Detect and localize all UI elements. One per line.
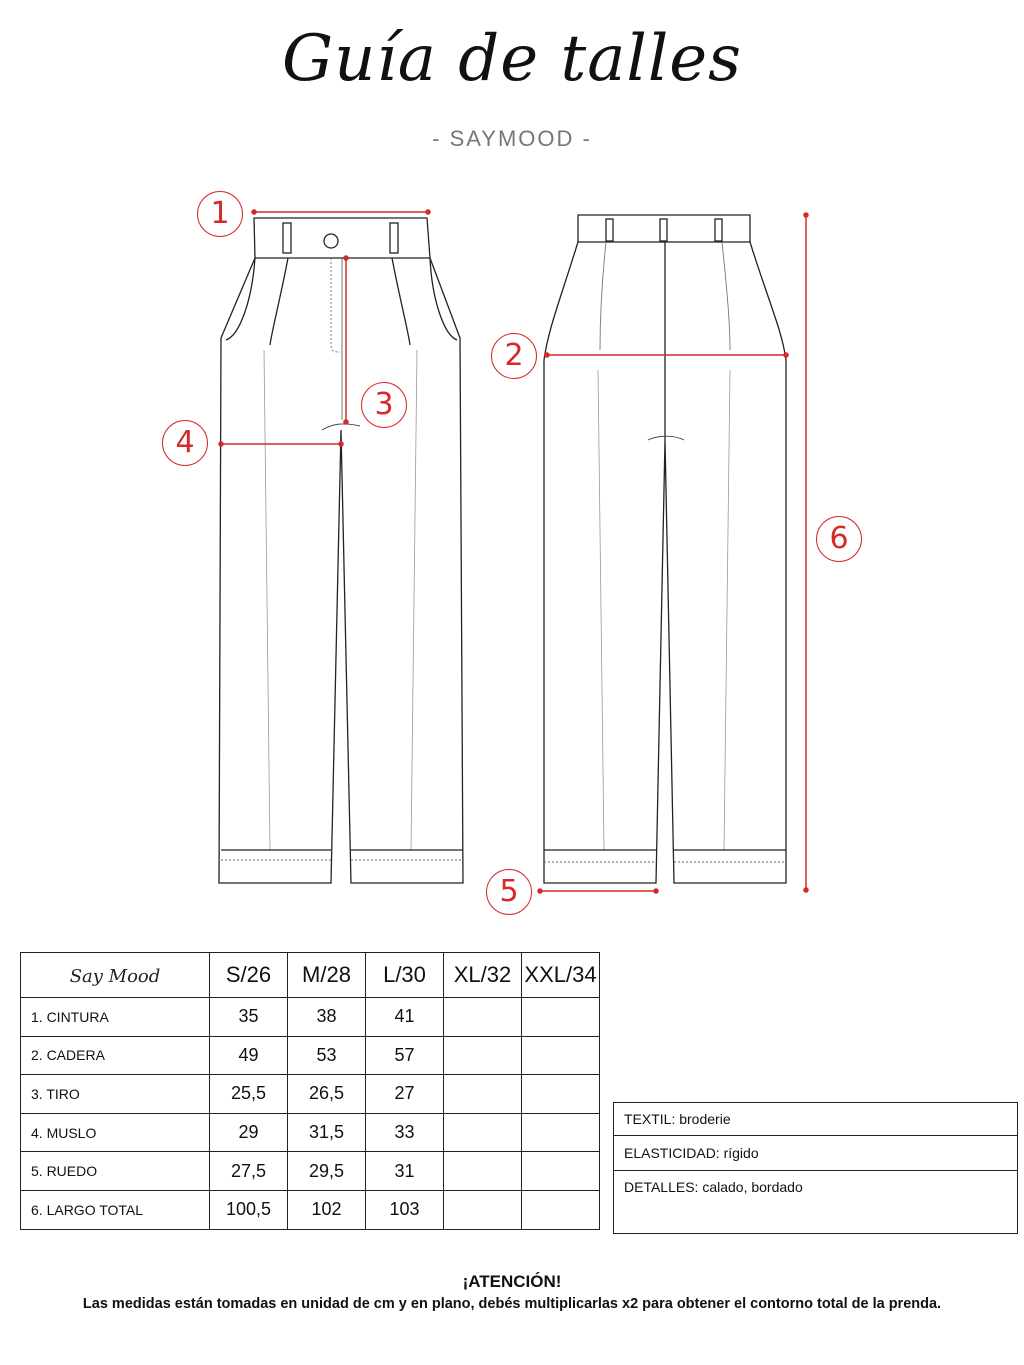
table-cell (444, 1075, 522, 1114)
marker-2: 2 (491, 333, 537, 379)
table-cell: 57 (366, 1036, 444, 1075)
table-cell: 35 (210, 998, 288, 1037)
size-header: XL/32 (444, 953, 522, 998)
measurement-lines (219, 210, 808, 893)
table-cell (522, 1190, 600, 1229)
size-header: L/30 (366, 953, 444, 998)
size-table-header (21, 953, 600, 998)
table-cell: 100,5 (210, 1190, 288, 1229)
row-label: 6. LARGO TOTAL (21, 1190, 210, 1229)
table-cell: 29,5 (288, 1152, 366, 1191)
elasticidad-info: ELASTICIDAD: rígido (614, 1136, 1018, 1171)
row-label: 3. TIRO (21, 1075, 210, 1114)
brand-subtitle: - SAYMOOD - (432, 126, 592, 151)
table-cell: 27,5 (210, 1152, 288, 1191)
table-cell: 41 (366, 998, 444, 1037)
pants-back-drawing (544, 215, 786, 883)
table-cell: 53 (288, 1036, 366, 1075)
fabric-info-table (613, 1102, 1018, 1234)
pants-front-drawing (219, 218, 463, 883)
marker-5: 5 (486, 869, 532, 915)
table-row (21, 1113, 600, 1152)
table-cell: 26,5 (288, 1075, 366, 1114)
table-cell (444, 1036, 522, 1075)
page-title: Guía de talles (281, 22, 743, 96)
table-cell (444, 1113, 522, 1152)
table-cell (444, 998, 522, 1037)
table-cell: 102 (288, 1190, 366, 1229)
table-cell: 31 (366, 1152, 444, 1191)
size-header: XXL/34 (522, 953, 600, 998)
table-cell: 27 (366, 1075, 444, 1114)
notice-title: ¡ATENCIÓN! (462, 1272, 562, 1291)
table-cell: 31,5 (288, 1113, 366, 1152)
table-cell (522, 1075, 600, 1114)
table-cell (444, 1152, 522, 1191)
size-header: S/26 (210, 953, 288, 998)
row-label: 2. CADERA (21, 1036, 210, 1075)
table-row (21, 1152, 600, 1191)
table-cell (522, 1152, 600, 1191)
table-row (21, 1075, 600, 1114)
marker-6: 6 (816, 516, 862, 562)
table-row (21, 998, 600, 1037)
marker-3: 3 (361, 382, 407, 428)
row-label: 5. RUEDO (21, 1152, 210, 1191)
table-cell: 33 (366, 1113, 444, 1152)
table-cell: 25,5 (210, 1075, 288, 1114)
marker-1: 1 (197, 191, 243, 237)
notice-text: Las medidas están tomadas en unidad de cm y en plano, debés multiplicarlas x2 para obtener el contorno total de la prenda. (82, 1296, 942, 1312)
table-cell (522, 1113, 600, 1152)
table-cell: 49 (210, 1036, 288, 1075)
size-table (20, 952, 600, 1230)
table-cell (522, 1036, 600, 1075)
row-label: 1. CINTURA (21, 998, 210, 1037)
table-cell: 29 (210, 1113, 288, 1152)
brand-signature-cell (21, 953, 210, 998)
brand-signature: Say Mood (69, 966, 161, 987)
size-header: M/28 (288, 953, 366, 998)
table-cell: 103 (366, 1190, 444, 1229)
row-label: 4. MUSLO (21, 1113, 210, 1152)
table-row (21, 1190, 600, 1229)
table-cell (444, 1190, 522, 1229)
marker-4: 4 (162, 420, 208, 466)
table-row (21, 1036, 600, 1075)
table-cell (522, 998, 600, 1037)
table-cell: 38 (288, 998, 366, 1037)
detalles-info: DETALLES: calado, bordado (614, 1171, 1018, 1234)
textil-info: TEXTIL: broderie (614, 1103, 1018, 1136)
